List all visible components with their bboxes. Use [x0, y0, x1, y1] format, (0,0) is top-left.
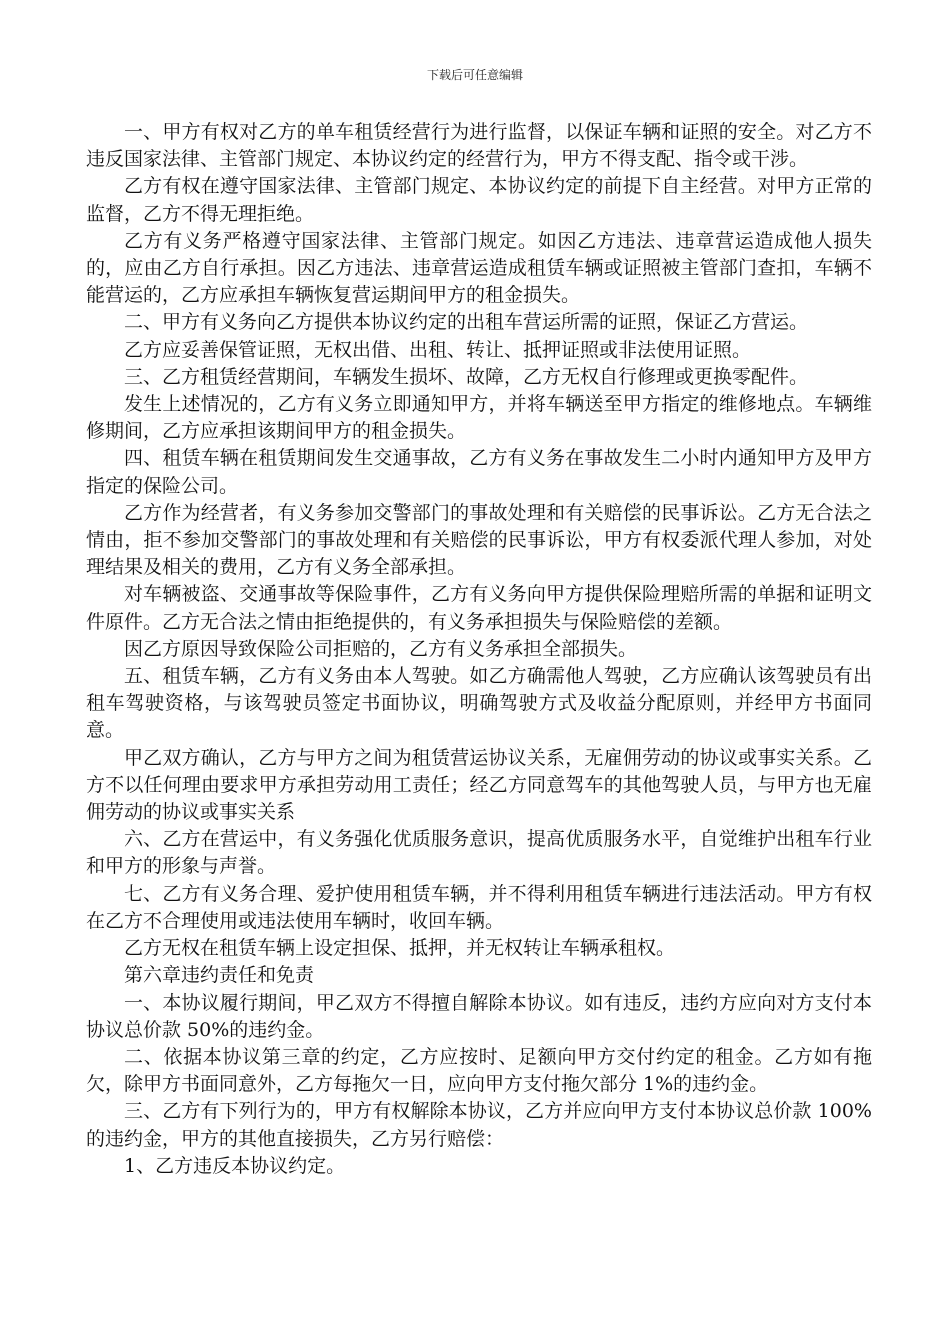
- paragraph: 乙方有权在遵守国家法律、主管部门规定、本协议约定的前提下自主经营。对甲方正常的监督，乙方不得无理拒绝。: [86, 175, 872, 225]
- paragraph: 一、本协议履行期间，甲乙双方不得擅自解除本协议。如有违反，违约方应向对方支付本协议总价款 50%的违约金。: [86, 991, 872, 1041]
- paragraph: 二、甲方有义务向乙方提供本协议约定的出租车营运所需的证照，保证乙方营运。: [124, 311, 809, 334]
- paragraph: 三、乙方有下列行为的，甲方有权解除本协议，乙方并应向甲方支付本协议总价款 100%的违约金，甲方的其他直接损失，乙方另行赔偿：: [86, 1100, 872, 1150]
- paragraph: 三、乙方租赁经营期间，车辆发生损坏、故障，乙方无权自行修理或更换零配件。: [124, 365, 809, 388]
- paragraph: 乙方应妥善保管证照，无权出借、出租、转让、抵押证照或非法使用证照。: [124, 338, 752, 361]
- paragraph: 因乙方原因导致保险公司拒赔的，乙方有义务承担全部损失。: [124, 637, 638, 660]
- paragraph: 二、依据本协议第三章的约定，乙方应按时、足额向甲方交付约定的租金。乙方如有拖欠，除甲方书面同意外，乙方每拖欠一日，应向甲方支付拖欠部分 1%的违约金。: [86, 1045, 872, 1096]
- paragraph: 七、乙方有义务合理、爱护使用租赁车辆，并不得利用租赁车辆进行违法活动。甲方有权在乙方不合理使用或违法使用车辆时，收回车辆。: [86, 882, 872, 932]
- paragraph: 五、租赁车辆，乙方有义务由本人驾驶。如乙方确需他人驾驶，乙方应确认该驾驶员有出租车驾驶资格，与该驾驶员签定书面协议，明确驾驶方式及收益分配原则，并经甲方书面同意。: [86, 665, 872, 742]
- paragraph: 乙方作为经营者，有义务参加交警部门的事故处理和有关赔偿的民事诉讼。乙方无合法之情由，拒不参加交警部门的事故处理和有关赔偿的民事诉讼，甲方有权委派代理人参加，对处理结果及相关的费用，乙方有义务全部承担。: [86, 501, 872, 579]
- paragraph: 六、乙方在营运中，有义务强化优质服务意识，提高优质服务水平，自觉维护出租车行业和甲方的形象与声誉。: [86, 828, 872, 878]
- paragraph: 甲乙双方确认，乙方与甲方之间为租赁营运协议关系，无雇佣劳动的协议或事实关系。乙方不以任何理由要求甲方承担劳动用工责任；经乙方同意驾车的其他驾驶人员，与甲方也无雇佣劳动的协议或事实关系: [86, 746, 872, 824]
- paragraph: 1、乙方违反本协议约定。: [124, 1154, 346, 1177]
- paragraph: 乙方有义务严格遵守国家法律、主管部门规定。如因乙方违法、违章营运造成他人损失的，应由乙方自行承担。因乙方违法、违章营运造成租赁车辆或证照被主管部门查扣，车辆不能营运的，乙方应承担车辆恢复营运期间甲方的租金损失。: [86, 229, 872, 307]
- paragraph: 发生上述情况的，乙方有义务立即通知甲方，并将车辆送至甲方指定的维修地点。车辆维修期间，乙方应承担该期间甲方的租金损失。: [86, 393, 872, 443]
- document-body: [86, 119, 872, 1180]
- paragraph: 一、甲方有权对乙方的单车租赁经营行为进行监督，以保证车辆和证照的安全。对乙方不违反国家法律、主管部门规定、本协议约定的经营行为，甲方不得支配、指令或干涉。: [86, 121, 872, 171]
- paragraph: 四、租赁车辆在租赁期间发生交通事故，乙方有义务在事故发生二小时内通知甲方及甲方指定的保险公司。: [86, 447, 872, 497]
- paragraph: 乙方无权在租赁车辆上设定担保、抵押，并无权转让车辆承租权。: [124, 937, 676, 960]
- paragraph: 对车辆被盗、交通事故等保险事件，乙方有义务向甲方提供保险理赔所需的单据和证明文件原件。乙方无合法之情由拒绝提供的，有义务承担损失与保险赔偿的差额。: [86, 583, 872, 633]
- chapter-heading: 第六章违约责任和免责: [124, 964, 315, 987]
- page-header: 下载后可任意编辑: [426, 68, 523, 82]
